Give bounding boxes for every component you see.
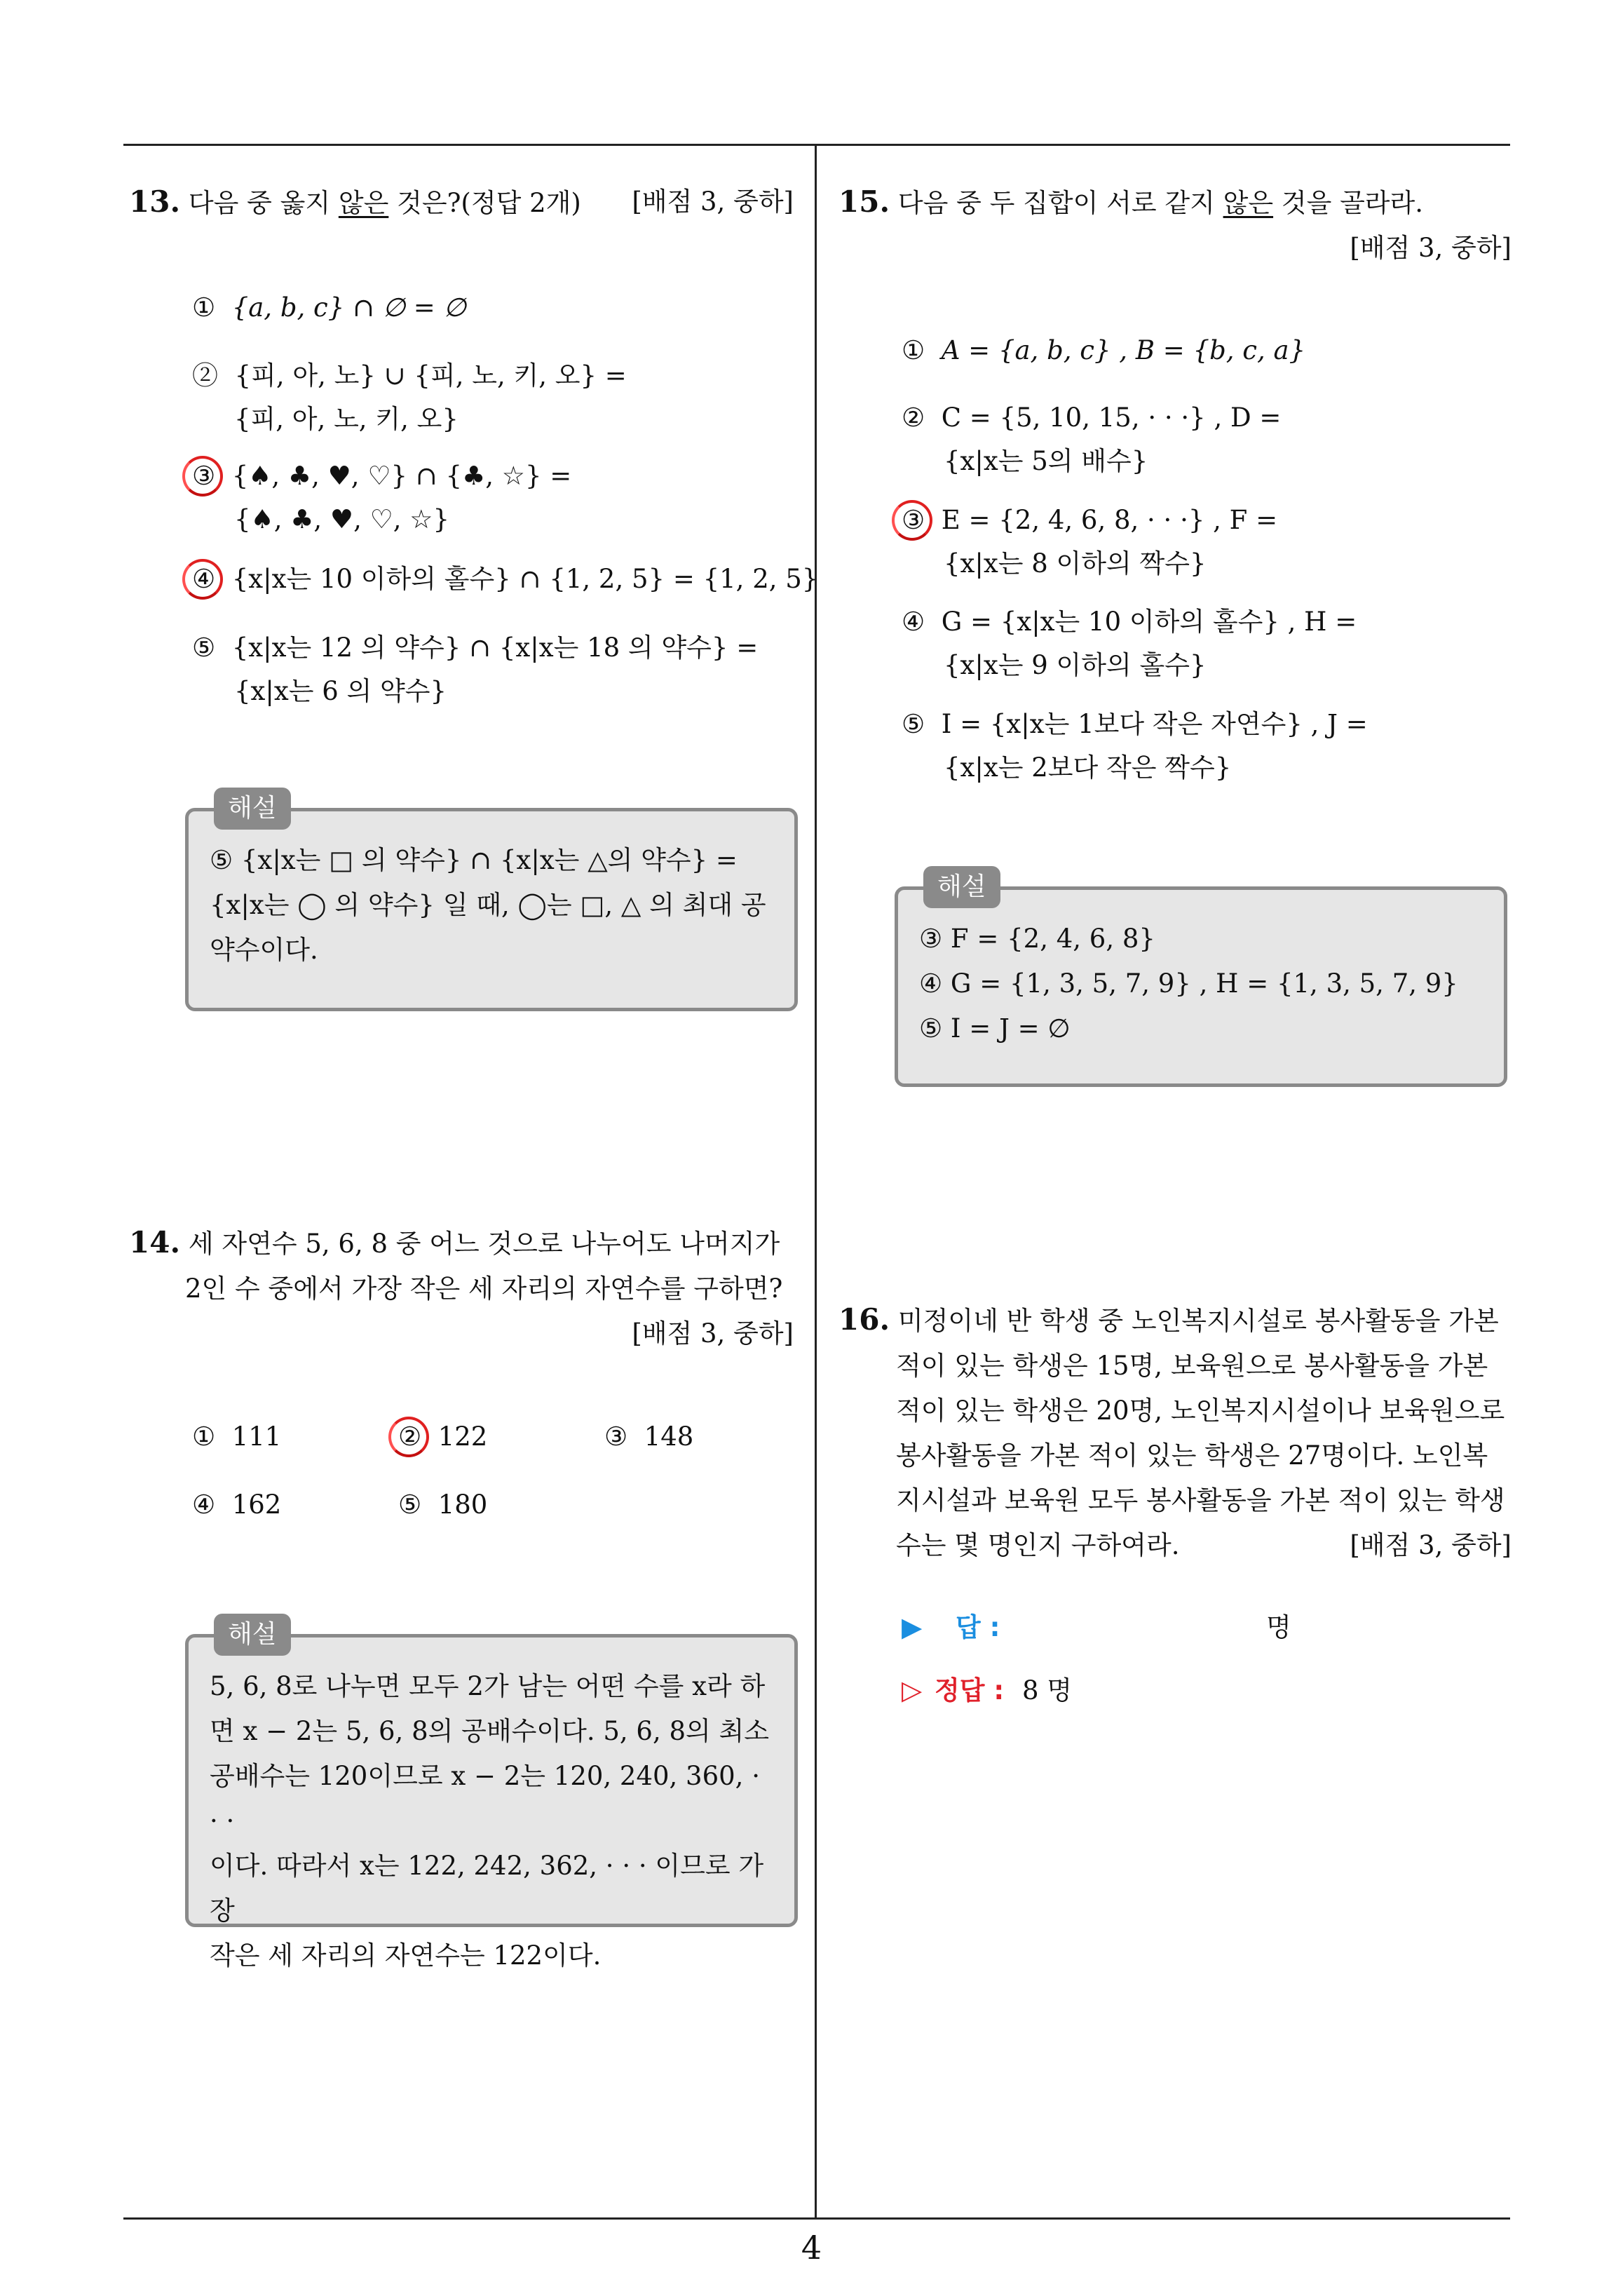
question-number: 15. <box>838 184 890 219</box>
question-text-cont: 적이 있는 학생은 20명, 노인복지시설이나 보육원으로 <box>896 1396 1505 1426</box>
q15-option-5[interactable] <box>902 703 1368 790</box>
solution-tag: 해설 <box>214 788 291 830</box>
question-text-cont: 봉사활동을 가본 적이 있는 학생은 27명이다. 노인복 <box>896 1440 1488 1471</box>
option-label: ① <box>902 335 925 365</box>
question-text-cont: 2인 수 중에서 가장 작은 세 자리의 자연수를 구하면? <box>185 1274 783 1304</box>
solution-tag: 해설 <box>923 866 1000 908</box>
option-text: 162 <box>231 1490 282 1520</box>
q15-option-4[interactable] <box>902 600 1357 687</box>
option-text: 111 <box>231 1422 282 1452</box>
q14-option-3[interactable] <box>604 1415 693 1459</box>
question-text-cont: 수는 몇 명인지 구하여라. <box>896 1530 1180 1560</box>
q15-option-1[interactable] <box>902 329 1305 372</box>
solution-line: 공배수는 120이므로 x − 2는 120, 240, 360, · · · <box>210 1761 760 1836</box>
option-label: ④ <box>902 607 925 637</box>
question-14 <box>129 1220 794 1356</box>
question-16 <box>838 1297 1512 1568</box>
solution-box <box>185 794 798 1011</box>
q15-option-2[interactable] <box>902 396 1281 483</box>
option-label: ③ <box>192 461 216 491</box>
question-text: 다음 중 옳지 <box>188 188 339 218</box>
q13-option-5[interactable] <box>192 626 758 713</box>
correct-arrow-icon: ▷ <box>902 1675 923 1706</box>
option-label: ② <box>398 1422 422 1452</box>
solution-line: 작은 세 자리의 자연수는 122이다. <box>210 1940 602 1971</box>
solution-line: 이다. 따라서 x는 122, 242, 362, · · · 이므로 가장 <box>210 1851 764 1926</box>
option-text-cont: {♠, ♣, ♥, ♡, ☆} <box>234 504 450 534</box>
option-text: 180 <box>437 1490 488 1520</box>
q13-option-1[interactable] <box>192 286 466 330</box>
answer-input-row[interactable] <box>902 1606 1291 1644</box>
bottom-rule <box>123 2217 1510 2220</box>
option-label: ④ <box>192 1490 216 1520</box>
question-text: 미정이네 반 학생 중 노인복지시설로 봉사활동을 가본 <box>897 1306 1499 1336</box>
option-label: ④ <box>192 564 216 594</box>
question-number: 14. <box>129 1225 181 1260</box>
answer-arrow-icon: ▶ <box>902 1612 923 1642</box>
option-label: ⑤ <box>398 1490 422 1520</box>
q13-option-2[interactable] <box>192 354 627 441</box>
option-label: ⑤ <box>192 633 216 663</box>
q13-option-4[interactable] <box>192 558 818 601</box>
question-13-title <box>129 180 794 226</box>
option-label: ③ <box>604 1422 628 1452</box>
q15-option-3[interactable] <box>902 499 1277 586</box>
solution-box <box>185 1620 798 1971</box>
solution-line: ④ G = {1, 3, 5, 7, 9} , H = {1, 3, 5, 7, 9} <box>919 968 1458 999</box>
option-label: ② <box>902 403 925 433</box>
option-text: E = {2, 4, 6, 8, · · ·} , F = <box>941 505 1278 535</box>
q13-option-3[interactable] <box>192 454 571 541</box>
question-last-line <box>896 1523 1512 1568</box>
answer-unit: 명 <box>1266 1612 1291 1642</box>
option-text: C = {5, 10, 15, · · ·} , D = <box>941 403 1282 433</box>
score-label: [배점 3, 중하] <box>632 187 794 217</box>
option-text: {x|x는 10 이하의 홀수} ∩ {1, 2, 5} = {1, 2, 5} <box>231 564 819 594</box>
solution-line: 약수이다. <box>210 935 318 965</box>
option-text-cont: {x|x는 6 의 약수} <box>234 676 447 706</box>
question-text: 것을 골라라. <box>1273 188 1424 218</box>
option-text-cont: {x|x는 2보다 작은 짝수} <box>944 752 1232 783</box>
correct-label: 정답 : <box>935 1675 1005 1706</box>
correct-value: 8 명 <box>1021 1675 1072 1706</box>
underlined-text: 않은 <box>338 188 389 218</box>
question-14-title <box>129 1220 794 1267</box>
option-text: 148 <box>644 1422 694 1452</box>
underlined-text: 않은 <box>1223 188 1274 218</box>
option-label: ① <box>192 1422 216 1452</box>
question-15 <box>838 180 1512 271</box>
solution-line: 5, 6, 8로 나누면 모두 2가 남는 어떤 수를 x라 하 <box>210 1671 766 1701</box>
score-label: [배점 3, 중하] <box>1350 1530 1512 1560</box>
question-13 <box>129 180 794 226</box>
option-label: ② <box>192 360 218 391</box>
option-text: I = {x|x는 1보다 작은 자연수} , J = <box>941 709 1368 739</box>
option-text: {♠, ♣, ♥, ♡} ∩ {♣, ☆} = <box>231 461 572 491</box>
page-number: 4 <box>801 2229 822 2267</box>
score-label: [배점 3, 중하] <box>1350 233 1512 263</box>
q14-option-2[interactable] <box>398 1415 487 1459</box>
option-text-cont: {x|x는 9 이하의 홀수} <box>944 650 1207 680</box>
top-rule <box>123 144 1510 146</box>
option-label: ① <box>192 292 216 323</box>
solution-line: ③ F = {2, 4, 6, 8} <box>919 924 1155 954</box>
option-text: {피, 아, 노} ∪ {피, 노, 키, 오} = <box>234 360 627 391</box>
question-text: 것은?(정답 2개) <box>388 188 581 218</box>
solution-line: {x|x는 ◯ 의 약수} 일 때, ◯는 □, △ 의 최대 공 <box>210 890 766 920</box>
option-text-cont: {x|x는 8 이하의 짝수} <box>944 548 1207 579</box>
solution-line: 면 x − 2는 5, 6, 8의 공배수이다. 5, 6, 8의 최소 <box>210 1716 769 1746</box>
score-label: [배점 3, 중하] <box>632 1318 794 1349</box>
question-text: 세 자연수 5, 6, 8 중 어느 것으로 나누어도 나머지가 <box>188 1229 780 1259</box>
option-text: 122 <box>437 1422 488 1452</box>
question-number: 13. <box>129 184 181 219</box>
option-text: A = {a, b, c} , B = {b, c, a} <box>941 335 1306 365</box>
option-text: G = {x|x는 10 이하의 홀수} , H = <box>941 607 1357 637</box>
solution-line: ⑤ I = J = ∅ <box>919 1013 1071 1044</box>
question-text-cont: 적이 있는 학생은 15명, 보육원으로 봉사활동을 가본 <box>896 1351 1488 1381</box>
q14-option-1[interactable] <box>192 1415 281 1459</box>
solution-line: ⑤ {x|x는 □ 의 약수} ∩ {x|x는 △의 약수} = <box>210 845 738 875</box>
q14-option-4[interactable] <box>192 1483 281 1527</box>
column-divider <box>815 145 817 2219</box>
option-text-cont: {피, 아, 노, 키, 오} <box>234 404 459 434</box>
answer-label: 답 : <box>956 1612 1000 1642</box>
solution-tag: 해설 <box>214 1614 291 1656</box>
solution-box <box>895 872 1507 1087</box>
option-text: {x|x는 12 의 약수} ∩ {x|x는 18 의 약수} = <box>231 633 759 663</box>
question-16-title <box>838 1297 1512 1344</box>
option-text-cont: {x|x는 5의 배수} <box>944 446 1148 476</box>
option-label: ⑤ <box>902 709 925 739</box>
option-text: {a, b, c} ∩ ∅ = ∅ <box>231 292 466 323</box>
question-text-cont: 지시설과 보육원 모두 봉사활동을 가본 적이 있는 학생 <box>896 1485 1505 1515</box>
question-number: 16. <box>838 1302 890 1337</box>
correct-answer-row <box>902 1669 1072 1707</box>
question-15-title <box>838 180 1512 226</box>
q14-option-5[interactable] <box>398 1483 487 1527</box>
question-text: 다음 중 두 집합이 서로 같지 <box>897 188 1223 218</box>
option-label: ③ <box>902 505 925 535</box>
